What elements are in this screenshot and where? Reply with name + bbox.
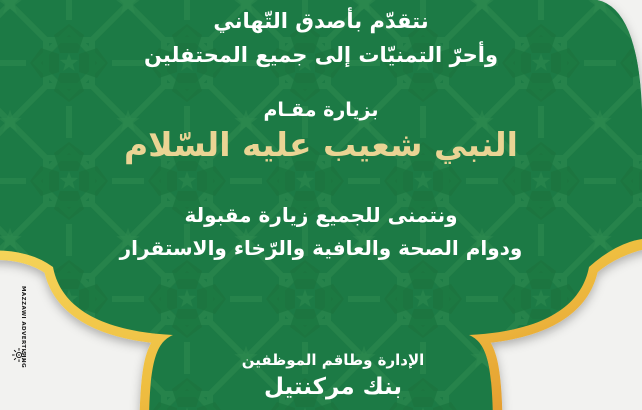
occasion-title: النبي شعيب عليه السّلام <box>123 125 518 164</box>
signoff-block <box>162 351 504 400</box>
signoff-department: الإدارة وطاقم الموظفين <box>241 351 425 369</box>
greeting-line-2: وأحرّ التمنيّات إلى جميع المحتفلين <box>143 43 499 67</box>
greeting-line-1: نتقدّم بأصدق التّهاني <box>213 9 429 33</box>
occasion-intro: بزيارة مقـام <box>263 99 379 121</box>
wish-line-2: ودوام الصحة والعافية والرّخاء والاستقرار <box>119 236 523 260</box>
signoff-bank-name: بنك مركنتيل <box>263 374 403 400</box>
wish-line-1: ونتمنى للجميع زيارة مقبولة <box>184 203 458 227</box>
sun-logo-icon <box>11 347 27 363</box>
agency-credit-label: MAZZAWI ADVERTISING <box>20 286 26 369</box>
